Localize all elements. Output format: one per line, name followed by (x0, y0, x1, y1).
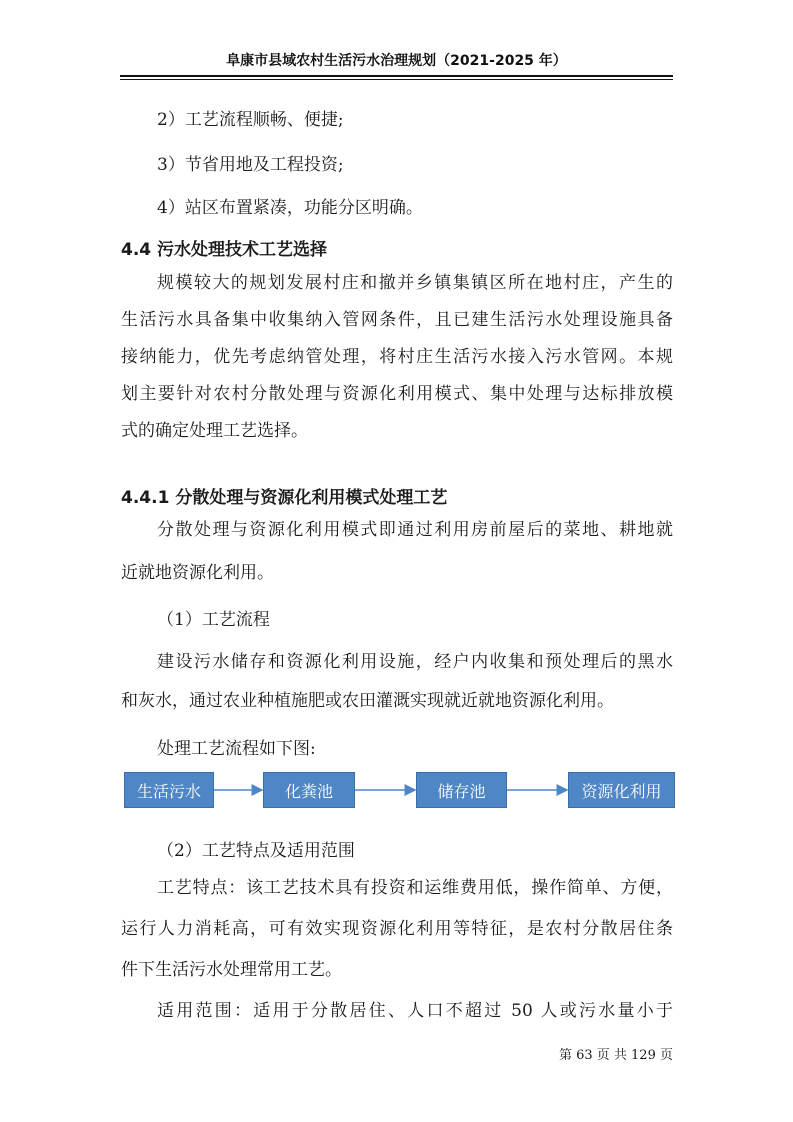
paragraph-line: 划主要针对农村分散处理与资源化利用模式、集中处理与达标排放模 (121, 384, 673, 404)
paragraph-line: 规模较大的规划发展村庄和撤并乡镇集镇区所在地村庄，产生的 (157, 273, 673, 293)
paragraph-line: 和灰水，通过农业种植施肥或农田灌溉实现就近就地资源化利用。 (121, 691, 614, 711)
paragraph-flow-intro: 处理工艺流程如下图: (157, 739, 316, 759)
subheading-features-scope: （2）工艺特点及适用范围 (157, 841, 355, 861)
paragraph-line: 近就地资源化利用。 (121, 563, 274, 583)
paragraph-line: 件下生活污水处理常用工艺。 (121, 960, 342, 980)
paragraph-line: 接纳能力，优先考虑纳管处理，将村庄生活污水接入污水管网。本规 (121, 347, 673, 367)
flow-step-raw-sewage: 生活污水 (124, 772, 214, 808)
flow-step-resource-use: 资源化利用 (568, 772, 675, 808)
list-item: 3）节省用地及工程投资; (157, 155, 344, 175)
paragraph-line: 式的确定处理工艺选择。 (121, 421, 308, 441)
paragraph-line: 生活污水具备集中收集纳入管网条件，且已建生活污水处理设施具备 (121, 310, 673, 330)
section-heading-4-4-1: 4.4.1 分散处理与资源化利用模式处理工艺 (121, 488, 448, 508)
flow-step-storage-tank: 储存池 (416, 772, 507, 808)
page-number: 第 63 页 共 129 页 (558, 1048, 673, 1063)
paragraph-line: 分散处理与资源化利用模式即通过利用房前屋后的菜地、耕地就 (157, 520, 673, 540)
list-item: 4）站区布置紧凑，功能分区明确。 (157, 198, 423, 218)
paragraph-6: 适用范围：适用于分散居住、人口不超过 50 人或污水量小于 (157, 1001, 673, 1021)
flow-step-septic-tank: 化粪池 (263, 772, 355, 808)
subheading-process-flow: （1）工艺流程 (157, 610, 270, 630)
list-item: 2）工艺流程顺畅、便捷; (157, 110, 344, 130)
paragraph-line: 工艺特点：该工艺技术具有投资和运维费用低，操作简单、方便， (157, 878, 673, 898)
document-header-title: 阜康市县域农村生活污水治理规划（2021-2025 年） (226, 53, 567, 69)
paragraph-line: 建设污水储存和资源化利用设施，经户内收集和预处理后的黑水 (157, 652, 673, 672)
section-heading-4-4: 4.4 污水处理技术工艺选择 (121, 240, 328, 260)
paragraph-line: 运行人力消耗高，可有效实现资源化利用等特征，是农村分散居住条 (121, 919, 673, 939)
